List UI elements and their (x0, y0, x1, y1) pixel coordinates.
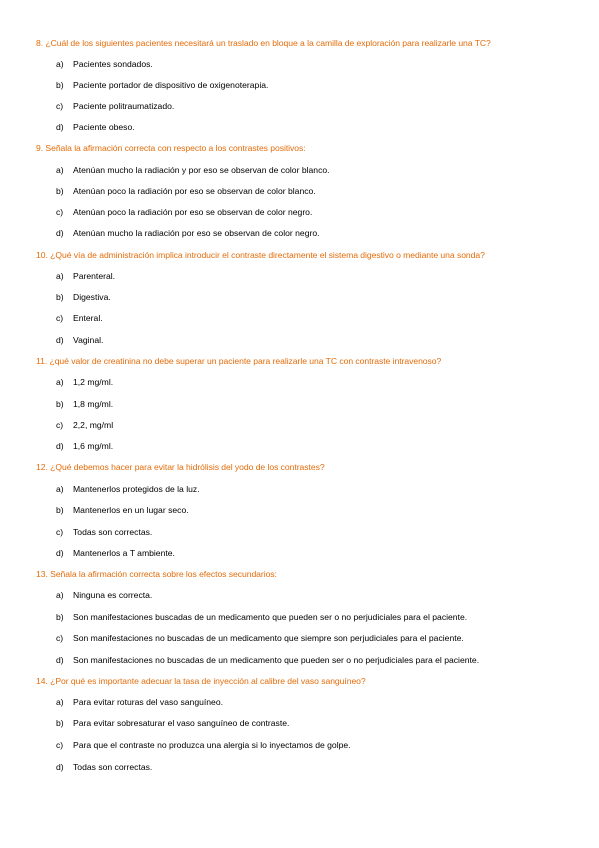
option-text: Vaginal. (73, 335, 104, 345)
option-letter: c) (56, 207, 64, 217)
option-11b (56, 399, 113, 410)
option-text: Enteral. (73, 313, 103, 323)
option-text: Todas son correctas. (73, 762, 153, 772)
option-10a (56, 271, 115, 282)
option-text: Son manifestaciones buscadas de un medicamento que pueden ser o no perjudiciales para el paciente. (73, 612, 468, 622)
option-letter: d) (56, 762, 64, 772)
option-13a (56, 590, 152, 601)
option-8c (56, 101, 174, 112)
option-letter: b) (56, 186, 64, 196)
option-letter: a) (56, 271, 64, 281)
option-text: Parenteral. (73, 271, 116, 281)
option-letter: c) (56, 420, 64, 430)
question-8: 8. ¿Cuál de los siguientes pacientes necesitará un traslado en bloque a la camilla de exploración para realizarle una TC? (36, 38, 491, 48)
option-text: Digestiva. (73, 292, 111, 302)
option-letter: c) (56, 740, 64, 750)
option-text: Son manifestaciones no buscadas de un medicamento que pueden ser o no perjudiciales para el paciente. (73, 655, 480, 665)
option-letter: d) (56, 335, 64, 345)
option-14b (56, 718, 289, 729)
question-14: 14. ¿Por qué es importante adecuar la tasa de inyección al calibre del vaso sanguíneo? (36, 676, 366, 686)
option-letter: d) (56, 122, 64, 132)
option-11c (56, 420, 113, 431)
option-text: Para evitar sobresaturar el vaso sanguíneo de contraste. (73, 718, 290, 728)
option-letter: b) (56, 292, 64, 302)
option-9b (56, 186, 316, 197)
option-14d (56, 762, 152, 773)
option-text: Para evitar roturas del vaso sanguíneo. (73, 697, 224, 707)
option-text: Todas son correctas. (73, 527, 153, 537)
question-9: 9. Señala la afirmación correcta con respecto a los contrastes positivos: (36, 143, 306, 153)
option-8b (56, 80, 268, 91)
question-12: 12. ¿Qué debemos hacer para evitar la hidrólisis del yodo de los contrastes? (36, 462, 325, 472)
option-text: Paciente portador de dispositivo de oxigenoterapia. (73, 80, 269, 90)
option-12a (56, 484, 200, 495)
option-11d (56, 441, 113, 452)
option-10b (56, 292, 111, 303)
question-11: 11. ¿qué valor de creatinina no debe superar un paciente para realizarle una TC con contraste intravenoso? (36, 356, 442, 366)
option-letter: c) (56, 313, 64, 323)
question-13: 13. Señala la afirmación correcta sobre los efectos secundarios: (36, 569, 277, 579)
option-letter: c) (56, 527, 64, 537)
option-text: 1,6 mg/ml. (73, 441, 114, 451)
option-letter: d) (56, 441, 64, 451)
option-letter: b) (56, 718, 64, 728)
option-text: Atenúan poco la radiación por eso se observan de color negro. (73, 207, 313, 217)
option-letter: b) (56, 505, 64, 515)
option-14a (56, 697, 223, 708)
option-text: Ninguna es correcta. (73, 590, 153, 600)
option-letter: a) (56, 697, 64, 707)
question-10: 10. ¿Qué vía de administración implica introducir el contraste directamente el sistema digestivo o mediante una sonda? (36, 250, 485, 260)
option-13c (56, 633, 464, 644)
option-letter: a) (56, 59, 64, 69)
option-text: Atenúan mucho la radiación por eso se observan de color negro. (73, 228, 320, 238)
option-text: 2,2, mg/ml (73, 420, 114, 430)
option-13b (56, 612, 467, 623)
option-11a (56, 377, 113, 388)
option-10c (56, 313, 103, 324)
option-text: Mantenerlos a T ambiente. (73, 548, 175, 558)
option-text: 1,8 mg/ml. (73, 399, 114, 409)
option-letter: a) (56, 590, 64, 600)
option-10d (56, 335, 103, 346)
option-12b (56, 505, 189, 516)
option-letter: d) (56, 228, 64, 238)
option-letter: b) (56, 612, 64, 622)
option-text: Mantenerlos protegidos de la luz. (73, 484, 200, 494)
option-9c (56, 207, 312, 218)
option-text: Son manifestaciones no buscadas de un medicamento que siempre son perjudiciales para el paciente. (73, 633, 464, 643)
option-text: Paciente politraumatizado. (73, 101, 175, 111)
option-8a (56, 59, 153, 70)
option-letter: a) (56, 377, 64, 387)
option-text: Atenúan poco la radiación por eso se observan de color blanco. (73, 186, 316, 196)
option-letter: d) (56, 548, 64, 558)
option-letter: b) (56, 80, 64, 90)
option-9a (56, 165, 330, 176)
option-letter: d) (56, 655, 64, 665)
option-13d (56, 655, 479, 666)
option-letter: a) (56, 165, 64, 175)
option-8d (56, 122, 135, 133)
option-letter: a) (56, 484, 64, 494)
option-14c (56, 740, 351, 751)
option-letter: c) (56, 101, 64, 111)
option-letter: c) (56, 633, 64, 643)
option-letter: b) (56, 399, 64, 409)
option-9d (56, 228, 320, 239)
option-text: Paciente obeso. (73, 122, 135, 132)
option-text: Para que el contraste no produzca una alergia si lo inyectamos de golpe. (73, 740, 351, 750)
option-text: Pacientes sondados. (73, 59, 153, 69)
option-text: Mantenerlos en un lugar seco. (73, 505, 189, 515)
option-text: Atenúan mucho la radiación y por eso se observan de color blanco. (73, 165, 330, 175)
option-12c (56, 527, 152, 538)
option-text: 1,2 mg/ml. (73, 377, 114, 387)
option-12d (56, 548, 175, 559)
